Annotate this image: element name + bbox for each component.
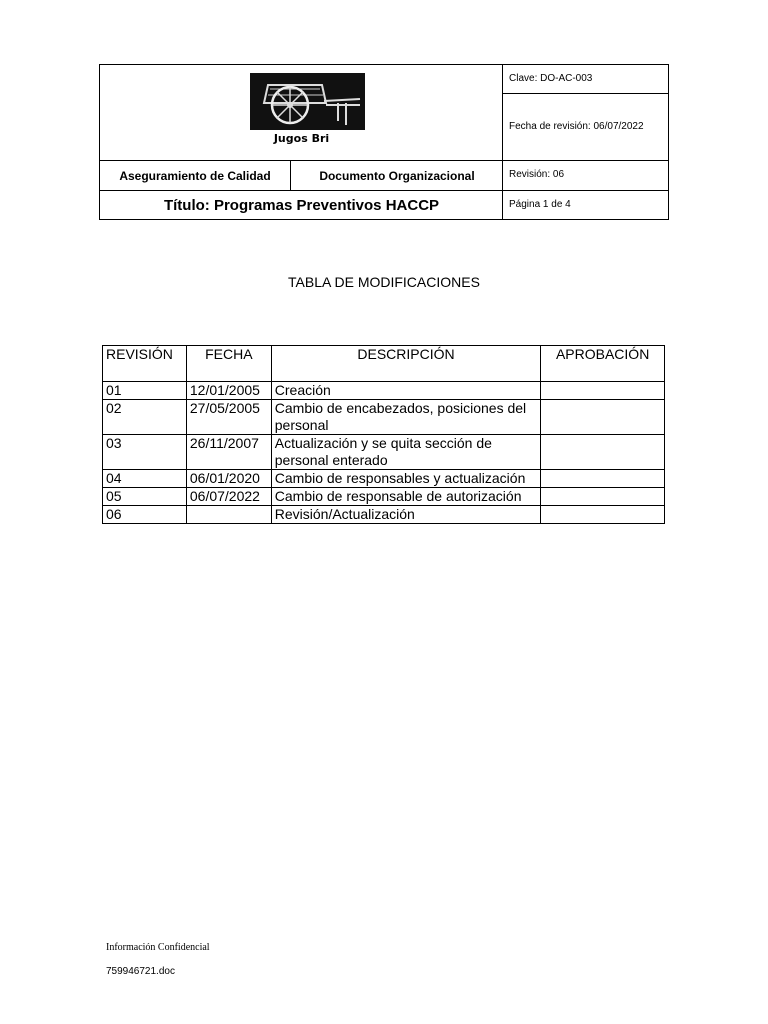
cell-date: 12/01/2005 [186,382,271,400]
revision-number: Revisión: 06 [509,169,565,180]
cell-date: 06/07/2022 [186,488,271,506]
cell-description: Cambio de responsables y actualización [271,470,541,488]
cell-description: Creación [271,382,541,400]
cell-description: Revisión/Actualización [271,506,541,524]
modifications-table [102,345,665,524]
cell-approval [541,506,665,524]
document-title: Título: Programas Preventivos HACCP [163,197,440,214]
cell-revision: 01 [103,382,187,400]
cell-approval [541,400,665,435]
table-row [103,400,665,435]
document-code: Clave: DO-AC-003 [509,73,593,84]
section-heading: TABLA DE MODIFICACIONES [288,274,480,290]
cell-description: Cambio de responsable de autorización [271,488,541,506]
cell-revision: 05 [103,488,187,506]
table-row [103,470,665,488]
table-row [103,382,665,400]
logo-cell [100,65,503,160]
cell-date: 26/11/2007 [186,435,271,470]
confidential-notice: Información Confidencial [106,942,210,953]
cell-date: 06/01/2020 [186,470,271,488]
company-logo [250,73,365,130]
cell-description: Cambio de encabezados, posiciones del personal [271,400,541,435]
cell-date [186,506,271,524]
cell-date: 27/05/2005 [186,400,271,435]
column-header-revision: REVISIÓN [103,346,187,382]
cell-revision: 03 [103,435,187,470]
cell-revision: 02 [103,400,187,435]
cell-description: Actualización y se quita sección de personal enterado [271,435,541,470]
column-header-description: DESCRIPCIÓN [271,346,541,382]
table-row [103,506,665,524]
revision-date: Fecha de revisión: 06/07/2022 [509,121,644,132]
column-header-approval: APROBACIÓN [541,346,665,382]
table-header-row [103,346,665,382]
cell-revision: 04 [103,470,187,488]
cell-approval [541,435,665,470]
document-header [99,64,669,220]
file-name: 759946721.doc [106,966,175,977]
cell-approval [541,488,665,506]
table-row [103,435,665,470]
document-type-label: Documento Organizacional [319,168,475,183]
page-number: Página 1 de 4 [509,199,571,210]
cell-revision: 06 [103,506,187,524]
cell-approval [541,470,665,488]
brand-name: Jugos Bri [273,132,330,145]
department-label: Aseguramiento de Calidad [119,168,271,183]
table-row [103,488,665,506]
cell-approval [541,382,665,400]
column-header-date: FECHA [186,346,271,382]
